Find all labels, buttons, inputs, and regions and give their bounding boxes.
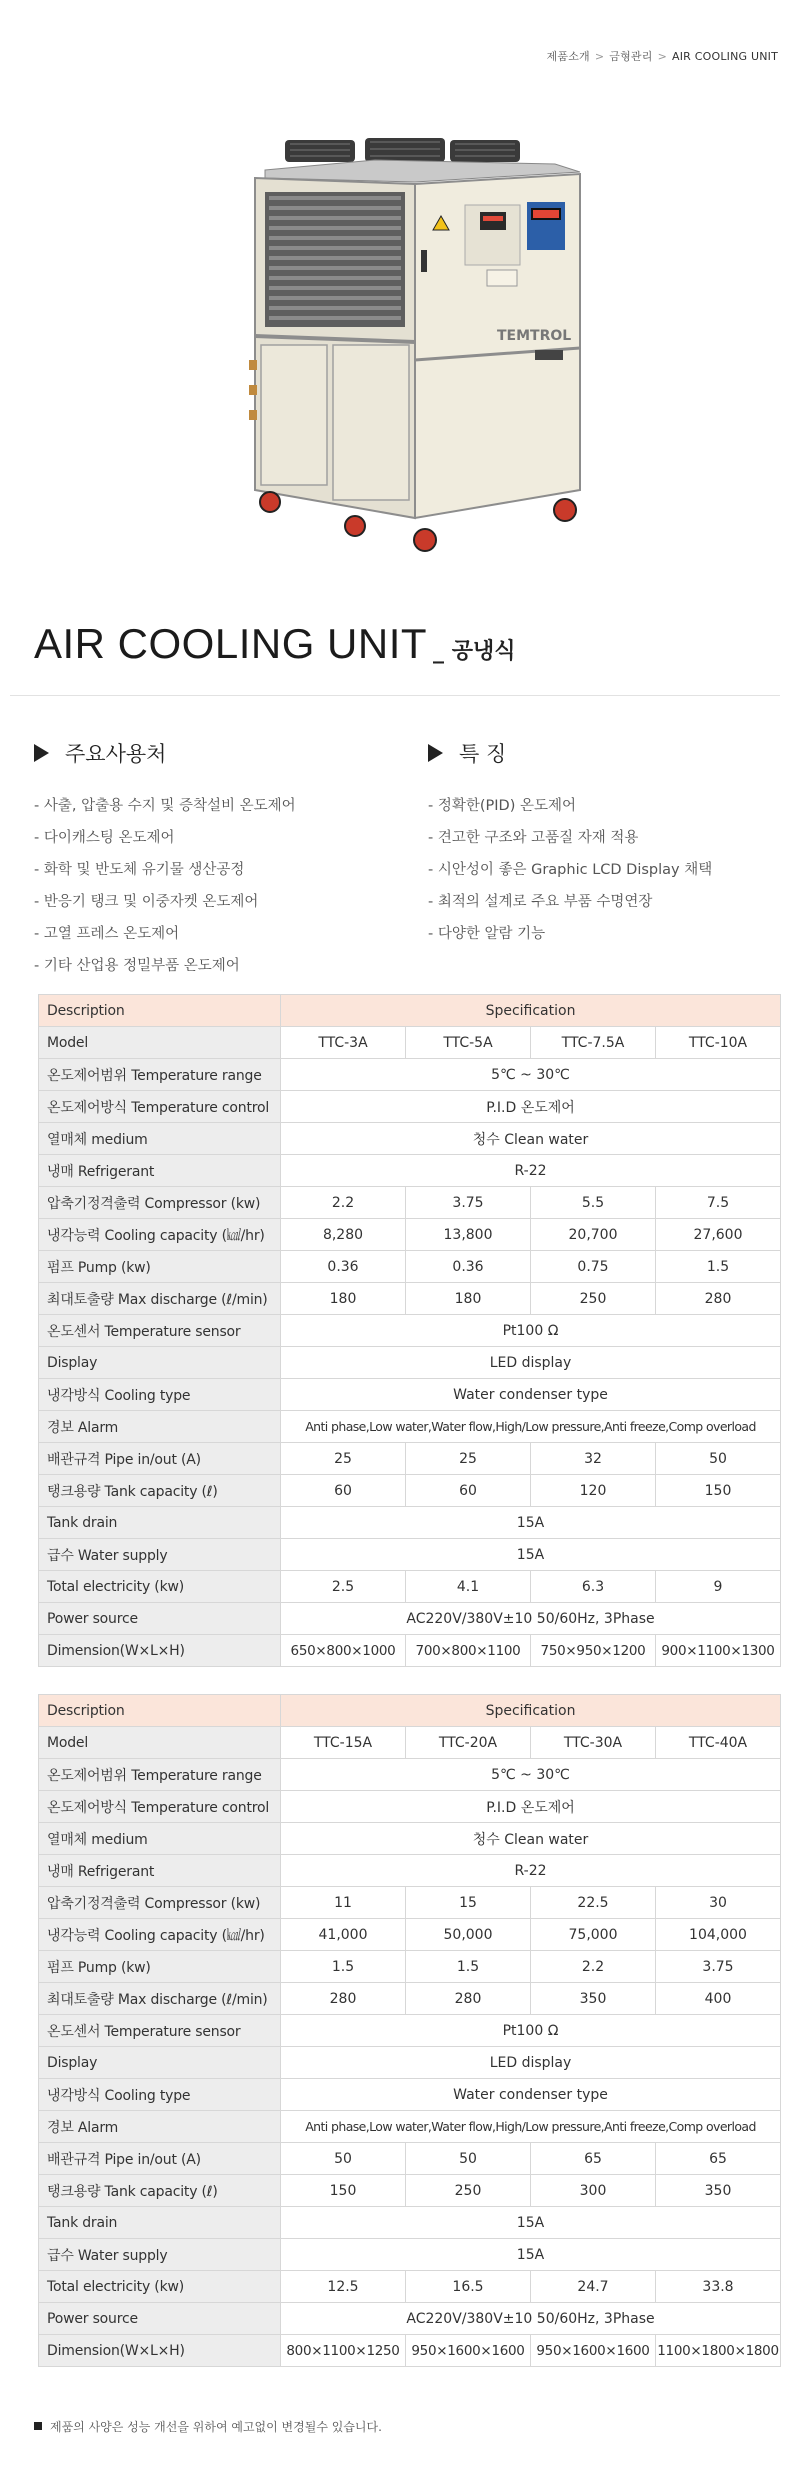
list-item: - 정확한(PID) 온도제어 — [428, 798, 576, 814]
table-cell: 0.75 — [531, 1251, 656, 1283]
table-cell: TTC-20A — [406, 1727, 531, 1759]
uses-heading: 주요사용처 — [34, 738, 394, 768]
features-heading: 특 징 — [428, 738, 788, 768]
table-cell: 950×1600×1600 — [406, 2335, 531, 2367]
breadcrumb-item-products[interactable]: 제품소개 — [546, 50, 590, 63]
table-cell: 12.5 — [281, 2271, 406, 2303]
table-cell: 22.5 — [531, 1887, 656, 1919]
table-cell: R-22 — [281, 1155, 781, 1187]
title-divider — [10, 695, 780, 696]
row-label: 탱크용량 Tank capacity (ℓ) — [39, 2175, 281, 2207]
row-label: Power source — [39, 1603, 281, 1635]
table-cell: 41,000 — [281, 1919, 406, 1951]
row-label: Model — [39, 1027, 281, 1059]
row-label: Display — [39, 1347, 281, 1379]
table-cell: 650×800×1000 — [281, 1635, 406, 1667]
row-label: Power source — [39, 2303, 281, 2335]
table-cell: 1.5 — [656, 1251, 781, 1283]
table-row — [39, 1539, 781, 1571]
table-cell: 25 — [281, 1443, 406, 1475]
table-row — [39, 2111, 781, 2143]
row-label: 배관규격 Pipe in/out (A) — [39, 2143, 281, 2175]
table-row — [39, 1155, 781, 1187]
table-row — [39, 1091, 781, 1123]
table-cell: 900×1100×1300 — [656, 1635, 781, 1667]
table-cell: Water condenser type — [281, 1379, 781, 1411]
breadcrumb-current: AIR COOLING UNIT — [672, 50, 778, 63]
table-cell: 350 — [531, 1983, 656, 2015]
table-cell: 75,000 — [531, 1919, 656, 1951]
row-label: 탱크용량 Tank capacity (ℓ) — [39, 1475, 281, 1507]
square-bullet-icon — [34, 2422, 42, 2430]
table-cell: 5℃ ~ 30℃ — [281, 1759, 781, 1791]
table-cell: 0.36 — [406, 1251, 531, 1283]
table-cell: LED display — [281, 2047, 781, 2079]
row-label: 펌프 Pump (kw) — [39, 1251, 281, 1283]
table-cell: 30 — [656, 1887, 781, 1919]
features-list — [428, 790, 788, 950]
row-label: Tank drain — [39, 1507, 281, 1539]
table-cell: TTC-30A — [531, 1727, 656, 1759]
table-cell: 1.5 — [281, 1951, 406, 1983]
table-row — [39, 1379, 781, 1411]
table-cell: 15 — [406, 1887, 531, 1919]
list-item: - 반응기 탱크 및 이중자켓 온도제어 — [34, 894, 259, 910]
table-row — [39, 2271, 781, 2303]
table-cell: 300 — [531, 2175, 656, 2207]
row-label: 압축기정격출력 Compressor (kw) — [39, 1887, 281, 1919]
table-cell: 2.2 — [281, 1187, 406, 1219]
header-description: Description — [39, 995, 281, 1027]
table-cell: 20,700 — [531, 1219, 656, 1251]
table-cell: 280 — [406, 1983, 531, 2015]
row-label: 열매체 medium — [39, 1823, 281, 1855]
row-label: 온도제어범위 Temperature range — [39, 1059, 281, 1091]
table-cell: 120 — [531, 1475, 656, 1507]
table-row — [39, 2015, 781, 2047]
table-row — [39, 1727, 781, 1759]
table-row — [39, 1919, 781, 1951]
table-row — [39, 2143, 781, 2175]
table-cell: 9 — [656, 1571, 781, 1603]
table-cell: 150 — [281, 2175, 406, 2207]
row-label: 급수 Water supply — [39, 1539, 281, 1571]
table-cell: 50 — [406, 2143, 531, 2175]
table-cell: P.I.D 온도제어 — [281, 1091, 781, 1123]
table-row — [39, 1123, 781, 1155]
header-specification: Specification — [281, 1695, 781, 1727]
table-cell: 104,000 — [656, 1919, 781, 1951]
page-title — [34, 620, 515, 668]
table-cell: 250 — [531, 1283, 656, 1315]
table-cell: TTC-7.5A — [531, 1027, 656, 1059]
table-cell: 32 — [531, 1443, 656, 1475]
row-label: 온도제어범위 Temperature range — [39, 1759, 281, 1791]
table-cell: 1100×1800×1800 — [656, 2335, 781, 2367]
table-row — [39, 1951, 781, 1983]
table-cell: 15A — [281, 1507, 781, 1539]
table-cell: 65 — [531, 2143, 656, 2175]
table-cell: 1.5 — [406, 1951, 531, 1983]
table-header-row — [39, 995, 781, 1027]
breadcrumb-item-mold[interactable]: 금형관리 — [609, 50, 653, 63]
table-row — [39, 1219, 781, 1251]
row-label: 냉매 Refrigerant — [39, 1855, 281, 1887]
breadcrumb — [547, 48, 778, 64]
row-label: Dimension(W×L×H) — [39, 1635, 281, 1667]
row-label: 압축기정격출력 Compressor (kw) — [39, 1187, 281, 1219]
triangle-bullet-icon — [428, 744, 443, 762]
row-label: Display — [39, 2047, 281, 2079]
row-label: 온도센서 Temperature sensor — [39, 2015, 281, 2047]
table-row — [39, 2207, 781, 2239]
table-row — [39, 2335, 781, 2367]
list-item: - 다양한 알람 기능 — [428, 926, 546, 942]
row-label: Tank drain — [39, 2207, 281, 2239]
table-cell: TTC-15A — [281, 1727, 406, 1759]
title-sub: _ 공냉식 — [433, 639, 516, 664]
table-row — [39, 1887, 781, 1919]
table-row — [39, 1507, 781, 1539]
table-cell: 750×950×1200 — [531, 1635, 656, 1667]
table-cell: 25 — [406, 1443, 531, 1475]
table-row — [39, 2047, 781, 2079]
list-item: - 기타 산업용 정밀부품 온도제어 — [34, 958, 240, 974]
row-label: Total electricity (kw) — [39, 1571, 281, 1603]
row-label: 급수 Water supply — [39, 2239, 281, 2271]
table-header-row — [39, 1695, 781, 1727]
table-cell: 50,000 — [406, 1919, 531, 1951]
breadcrumb-separator: > — [594, 50, 605, 63]
table-row — [39, 1571, 781, 1603]
table-cell: 11 — [281, 1887, 406, 1919]
row-label: 펌프 Pump (kw) — [39, 1951, 281, 1983]
table-row — [39, 2239, 781, 2271]
table-cell: 60 — [281, 1475, 406, 1507]
table-row — [39, 1187, 781, 1219]
list-item: - 견고한 구조와 고품질 자재 적용 — [428, 830, 639, 846]
table-cell: 33.8 — [656, 2271, 781, 2303]
table-row — [39, 1603, 781, 1635]
table-cell: 15A — [281, 2207, 781, 2239]
features-section — [428, 738, 788, 950]
row-label: 최대토출량 Max discharge (ℓ/min) — [39, 1983, 281, 2015]
table-cell: 청수 Clean water — [281, 1823, 781, 1855]
list-item: - 시안성이 좋은 Graphic LCD Display 채택 — [428, 862, 713, 878]
table-cell: 0.36 — [281, 1251, 406, 1283]
row-label: 열매체 medium — [39, 1123, 281, 1155]
table-cell: R-22 — [281, 1855, 781, 1887]
table-cell: 700×800×1100 — [406, 1635, 531, 1667]
table-cell: 400 — [656, 1983, 781, 2015]
row-label: 배관규격 Pipe in/out (A) — [39, 1443, 281, 1475]
table-cell: 280 — [281, 1983, 406, 2015]
row-label: 온도제어방식 Temperature control — [39, 1791, 281, 1823]
triangle-bullet-icon — [34, 744, 49, 762]
row-label: 최대토출량 Max discharge (ℓ/min) — [39, 1283, 281, 1315]
list-item: - 화학 및 반도체 유기물 생산공정 — [34, 862, 245, 878]
table-row — [39, 1347, 781, 1379]
row-label: 냉각능력 Cooling capacity (㎉/hr) — [39, 1919, 281, 1951]
table-cell: 24.7 — [531, 2271, 656, 2303]
table-row — [39, 1027, 781, 1059]
table-cell: 60 — [406, 1475, 531, 1507]
header-specification: Specification — [281, 995, 781, 1027]
table-row — [39, 2303, 781, 2335]
table-row — [39, 2079, 781, 2111]
header-description: Description — [39, 1695, 281, 1727]
breadcrumb-separator: > — [657, 50, 668, 63]
row-label: 온도센서 Temperature sensor — [39, 1315, 281, 1347]
table-cell: LED display — [281, 1347, 781, 1379]
table-cell: Pt100 Ω — [281, 1315, 781, 1347]
table-cell: 280 — [656, 1283, 781, 1315]
table-cell: 50 — [656, 1443, 781, 1475]
row-label: 경보 Alarm — [39, 1411, 281, 1443]
table-cell: 16.5 — [406, 2271, 531, 2303]
table-cell: 27,600 — [656, 1219, 781, 1251]
table-cell: Pt100 Ω — [281, 2015, 781, 2047]
table-cell: 350 — [656, 2175, 781, 2207]
table-row — [39, 1475, 781, 1507]
table-row — [39, 1759, 781, 1791]
table-cell: P.I.D 온도제어 — [281, 1791, 781, 1823]
table-cell: AC220V/380V±10 50/60Hz, 3Phase — [281, 2303, 781, 2335]
table-cell: 180 — [406, 1283, 531, 1315]
row-label: Model — [39, 1727, 281, 1759]
table-cell: 8,280 — [281, 1219, 406, 1251]
table-cell: 950×1600×1600 — [531, 2335, 656, 2367]
brand-logo: TEMTROL — [497, 328, 572, 344]
table-row — [39, 1443, 781, 1475]
table-cell: 6.3 — [531, 1571, 656, 1603]
table-row — [39, 1283, 781, 1315]
table-cell: 250 — [406, 2175, 531, 2207]
uses-list — [34, 790, 394, 982]
table-row — [39, 1251, 781, 1283]
table-cell: 7.5 — [656, 1187, 781, 1219]
table-row — [39, 1315, 781, 1347]
table-cell: 5℃ ~ 30℃ — [281, 1059, 781, 1091]
table-cell: 13,800 — [406, 1219, 531, 1251]
table-cell: AC220V/380V±10 50/60Hz, 3Phase — [281, 1603, 781, 1635]
table-cell: 15A — [281, 2239, 781, 2271]
row-label: 온도제어방식 Temperature control — [39, 1091, 281, 1123]
table-row — [39, 1983, 781, 2015]
table-cell: TTC-5A — [406, 1027, 531, 1059]
table-cell: Anti phase,Low water,Water flow,High/Low pressure,Anti freeze,Comp overload — [281, 2111, 781, 2143]
table-row — [39, 1059, 781, 1091]
table-cell: 청수 Clean water — [281, 1123, 781, 1155]
table-cell: 150 — [656, 1475, 781, 1507]
spec-table-1 — [38, 994, 781, 1667]
table-cell: 65 — [656, 2143, 781, 2175]
list-item: - 고열 프레스 온도제어 — [34, 926, 180, 942]
row-label: 냉각능력 Cooling capacity (㎉/hr) — [39, 1219, 281, 1251]
table-row — [39, 1635, 781, 1667]
table-cell: Anti phase,Low water,Water flow,High/Low pressure,Anti freeze,Comp overload — [281, 1411, 781, 1443]
list-item: - 최적의 설계로 주요 부품 수명연장 — [428, 894, 653, 910]
spec-table-2 — [38, 1694, 781, 2367]
table-cell: 2.2 — [531, 1951, 656, 1983]
row-label: 경보 Alarm — [39, 2111, 281, 2143]
uses-section — [34, 738, 394, 982]
row-label: 냉각방식 Cooling type — [39, 1379, 281, 1411]
table-cell: 2.5 — [281, 1571, 406, 1603]
row-label: 냉매 Refrigerant — [39, 1155, 281, 1187]
table-row — [39, 1411, 781, 1443]
table-row — [39, 1823, 781, 1855]
list-item: - 다이캐스팅 온도제어 — [34, 830, 175, 846]
table-cell: Water condenser type — [281, 2079, 781, 2111]
table-cell: 4.1 — [406, 1571, 531, 1603]
list-item: - 사출, 압출용 수지 및 증착설비 온도제어 — [34, 798, 296, 814]
table-cell: TTC-10A — [656, 1027, 781, 1059]
row-label: Dimension(W×L×H) — [39, 2335, 281, 2367]
table-cell: 180 — [281, 1283, 406, 1315]
row-label: 냉각방식 Cooling type — [39, 2079, 281, 2111]
table-cell: 15A — [281, 1539, 781, 1571]
row-label: Total electricity (kw) — [39, 2271, 281, 2303]
title-main: AIR COOLING UNIT — [34, 620, 428, 667]
spec-notice: 제품의 사양은 성능 개선을 위하여 예고없이 변경될수 있습니다. — [34, 2418, 382, 2435]
table-row — [39, 2175, 781, 2207]
table-cell: TTC-3A — [281, 1027, 406, 1059]
table-row — [39, 1855, 781, 1887]
table-cell: 3.75 — [656, 1951, 781, 1983]
product-image — [235, 130, 610, 570]
table-cell: 3.75 — [406, 1187, 531, 1219]
table-cell: TTC-40A — [656, 1727, 781, 1759]
table-cell: 5.5 — [531, 1187, 656, 1219]
table-cell: 800×1100×1250 — [281, 2335, 406, 2367]
table-cell: 50 — [281, 2143, 406, 2175]
table-row — [39, 1791, 781, 1823]
